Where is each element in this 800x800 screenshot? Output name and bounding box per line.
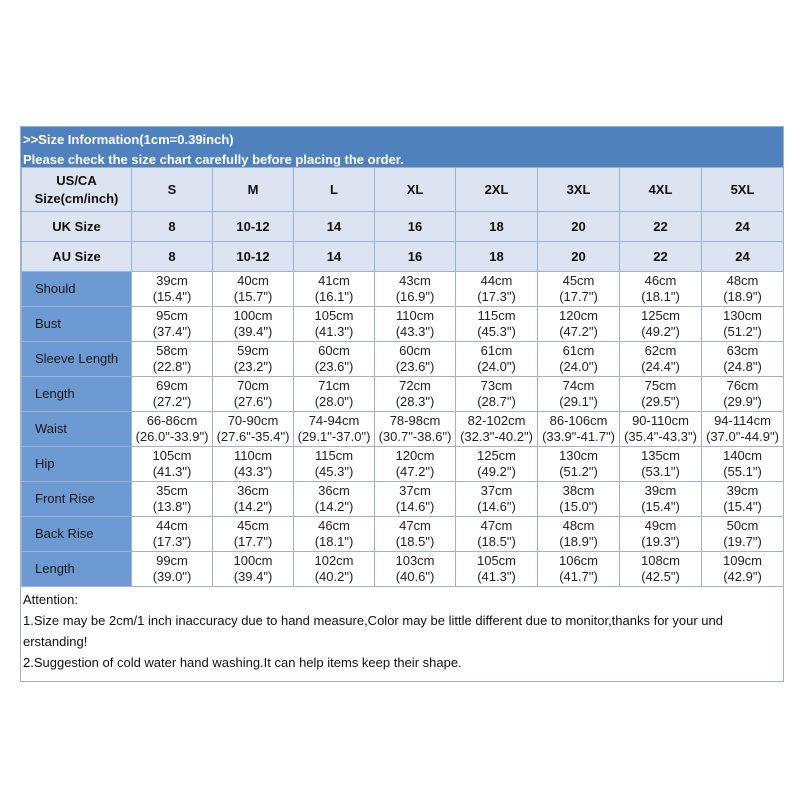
measurement-cell	[538, 272, 620, 307]
measurement-cell	[456, 342, 538, 377]
cm-value: 66-86cm	[146, 413, 198, 428]
inch-value: (15.4")	[152, 289, 192, 304]
cm-value: 36cm	[237, 483, 269, 498]
cm-value: 74-94cm	[308, 413, 360, 428]
inch-value: (29.1")	[559, 394, 598, 409]
au-size-label: AU Size	[22, 242, 132, 272]
inch-value: (29.5")	[641, 394, 680, 409]
inch-value: (42.5")	[641, 569, 680, 584]
inch-value: (29.1"-37.0")	[297, 429, 371, 444]
cm-value: 110cm	[233, 448, 273, 463]
corner-line-1: US/CA	[56, 172, 97, 188]
measurement-cell	[294, 272, 375, 307]
cm-value: 46cm	[644, 273, 677, 288]
inch-value: (24.0")	[559, 359, 598, 374]
measurement-row	[22, 517, 784, 552]
note-line-1a: 1.Size may be 2cm/1 inch inaccuracy due to hand measure,Color may be little different due to monitor,thanks for your und	[23, 613, 723, 628]
inch-value: (49.2")	[477, 464, 516, 479]
size-info-banner	[21, 127, 783, 167]
measurement-cell	[538, 342, 620, 377]
inch-value: (18.5")	[395, 534, 435, 549]
measurement-cell	[456, 552, 538, 587]
measurement-cell	[375, 447, 456, 482]
measurement-cell	[294, 447, 375, 482]
uk-size-cell: 20	[538, 212, 620, 242]
inch-value: (45.3")	[477, 324, 516, 339]
measurement-cell	[538, 307, 620, 342]
inch-value: (18.1")	[314, 534, 354, 549]
inch-value: (43.3")	[395, 324, 435, 339]
cm-value: 78-98cm	[389, 413, 441, 428]
au-size-cell: 8	[132, 242, 213, 272]
size-header-cell: L	[294, 168, 375, 212]
inch-value: (37.0"-44.9")	[706, 429, 779, 444]
au-size-row	[22, 242, 784, 272]
cm-value: 135cm	[640, 448, 681, 463]
measurement-cell	[538, 447, 620, 482]
cm-value: 73cm	[480, 378, 513, 393]
measurement-row	[22, 552, 784, 587]
cm-value: 125cm	[640, 308, 681, 323]
cm-value: 60cm	[399, 343, 431, 358]
inch-value: (28.0")	[314, 394, 354, 409]
measurement-cell	[620, 342, 702, 377]
cm-value: 39cm	[156, 273, 188, 288]
cm-value: 63cm	[726, 343, 759, 358]
size-header-cell: S	[132, 168, 213, 212]
cm-value: 103cm	[395, 553, 435, 568]
measurement-cell	[213, 447, 294, 482]
measurement-cell	[456, 447, 538, 482]
inch-value: (24.8")	[723, 359, 762, 374]
measurement-label: Should	[22, 272, 132, 307]
inch-value: (28.3")	[395, 394, 435, 409]
cm-value: 105cm	[314, 308, 354, 323]
measurement-cell	[702, 412, 784, 447]
cm-value: 120cm	[558, 308, 599, 323]
note-line-1b: erstanding!	[23, 634, 88, 649]
inch-value: (18.1")	[641, 289, 680, 304]
measurement-cell	[620, 482, 702, 517]
inch-value: (17.3")	[152, 534, 192, 549]
inch-value: (14.2")	[233, 499, 273, 514]
cm-value: 49cm	[644, 518, 677, 533]
cm-value: 45cm	[237, 518, 269, 533]
measurement-cell	[213, 482, 294, 517]
inch-value: (35.4"-43.3")	[624, 429, 697, 444]
cm-value: 48cm	[562, 518, 595, 533]
cm-value: 130cm	[722, 308, 763, 323]
uk-size-cell: 24	[702, 212, 784, 242]
measurement-cell	[538, 377, 620, 412]
banner-subtitle: Please check the size chart carefully before placing the order.	[23, 152, 404, 167]
cm-value: 105cm	[476, 553, 517, 568]
inch-value: (40.2")	[314, 569, 354, 584]
cm-value: 59cm	[237, 343, 269, 358]
cm-value: 76cm	[726, 378, 759, 393]
inch-value: (47.2")	[559, 324, 598, 339]
cm-value: 102cm	[314, 553, 354, 568]
cm-value: 86-106cm	[549, 413, 608, 428]
cm-value: 48cm	[726, 273, 759, 288]
measurement-cell	[294, 377, 375, 412]
cm-value: 70-90cm	[227, 413, 279, 428]
measurement-cell	[538, 517, 620, 552]
au-size-cell: 16	[375, 242, 456, 272]
measurement-cell	[132, 377, 213, 412]
measurement-cell	[620, 447, 702, 482]
measurement-cell	[132, 412, 213, 447]
cm-value: 44cm	[156, 518, 188, 533]
measurement-cell	[456, 377, 538, 412]
inch-value: (39.4")	[233, 324, 273, 339]
measurement-label: Bust	[22, 307, 132, 342]
measurement-cell	[132, 447, 213, 482]
measurement-row	[22, 307, 784, 342]
inch-value: (47.2")	[395, 464, 435, 479]
measurement-cell	[132, 517, 213, 552]
measurement-cell	[213, 272, 294, 307]
measurement-cell	[375, 272, 456, 307]
cm-value: 106cm	[558, 553, 599, 568]
measurement-cell	[213, 552, 294, 587]
inch-value: (24.0")	[477, 359, 516, 374]
inch-value: (16.1")	[314, 289, 354, 304]
cm-value: 50cm	[726, 518, 759, 533]
au-size-cell: 20	[538, 242, 620, 272]
cm-value: 108cm	[640, 553, 681, 568]
measurement-cell	[294, 412, 375, 447]
size-header-cell: 2XL	[456, 168, 538, 212]
inch-value: (14.6")	[395, 499, 435, 514]
cm-value: 61cm	[480, 343, 513, 358]
measurement-cell	[132, 342, 213, 377]
cm-value: 39cm	[726, 483, 759, 498]
cm-value: 82-102cm	[467, 413, 526, 428]
inch-value: (19.3")	[641, 534, 680, 549]
inch-value: (18.5")	[477, 534, 516, 549]
inch-value: (14.6")	[477, 499, 516, 514]
cm-value: 61cm	[562, 343, 595, 358]
measurement-row	[22, 377, 784, 412]
note-line-2: 2.Suggestion of cold water hand washing.It can help items keep their shape.	[23, 655, 462, 670]
cm-value: 41cm	[318, 273, 350, 288]
inch-value: (43.3")	[233, 464, 273, 479]
uk-size-cell: 22	[620, 212, 702, 242]
measurement-cell	[456, 482, 538, 517]
measurement-cell	[213, 342, 294, 377]
cm-value: 45cm	[562, 273, 595, 288]
measurement-cell	[620, 272, 702, 307]
measurement-cell	[702, 482, 784, 517]
measurement-cell	[375, 412, 456, 447]
measurement-row	[22, 447, 784, 482]
measurement-cell	[132, 272, 213, 307]
inch-value: (28.7")	[477, 394, 516, 409]
inch-value: (15.4")	[641, 499, 680, 514]
cm-value: 74cm	[562, 378, 595, 393]
cm-value: 75cm	[644, 378, 677, 393]
size-header-cell: M	[213, 168, 294, 212]
inch-value: (18.9")	[559, 534, 598, 549]
uk-size-row	[22, 212, 784, 242]
size-header-cell: 4XL	[620, 168, 702, 212]
measurement-cell	[456, 412, 538, 447]
cm-value: 90-110cm	[632, 413, 689, 428]
measurement-cell	[620, 412, 702, 447]
measurement-row	[22, 342, 784, 377]
measurement-cell	[294, 307, 375, 342]
measurement-cell	[538, 412, 620, 447]
attention-notes	[21, 587, 783, 681]
inch-value: (19.7")	[723, 534, 762, 549]
au-size-cell: 22	[620, 242, 702, 272]
inch-value: (39.4")	[233, 569, 273, 584]
inch-value: (14.2")	[314, 499, 354, 514]
cm-value: 37cm	[480, 483, 513, 498]
inch-value: (13.8")	[152, 499, 192, 514]
measurement-label: Waist	[22, 412, 132, 447]
inch-value: (32.3"-40.2")	[460, 429, 533, 444]
measurement-label: Front Rise	[22, 482, 132, 517]
cm-value: 120cm	[395, 448, 435, 463]
cm-value: 100cm	[233, 553, 273, 568]
au-size-cell: 24	[702, 242, 784, 272]
measurement-label: Sleeve Length	[22, 342, 132, 377]
size-chart	[20, 126, 784, 682]
cm-value: 60cm	[318, 343, 350, 358]
measurement-cell	[620, 377, 702, 412]
cm-value: 115cm	[314, 448, 354, 463]
uk-size-cell: 14	[294, 212, 375, 242]
uk-size-label: UK Size	[22, 212, 132, 242]
au-size-cell: 14	[294, 242, 375, 272]
cm-value: 58cm	[156, 343, 188, 358]
inch-value: (39.0")	[152, 569, 192, 584]
inch-value: (53.1")	[641, 464, 680, 479]
inch-value: (27.6")	[233, 394, 273, 409]
cm-value: 43cm	[399, 273, 431, 288]
measurement-row	[22, 482, 784, 517]
inch-value: (37.4")	[152, 324, 192, 339]
measurement-cell	[620, 517, 702, 552]
measurement-cell	[538, 552, 620, 587]
measurement-label: Back Rise	[22, 517, 132, 552]
cm-value: 44cm	[480, 273, 513, 288]
cm-value: 62cm	[644, 343, 677, 358]
inch-value: (15.7")	[233, 289, 273, 304]
uk-size-cell: 18	[456, 212, 538, 242]
cm-value: 37cm	[399, 483, 431, 498]
measurement-cell	[375, 517, 456, 552]
cm-value: 94-114cm	[714, 413, 771, 428]
cm-value: 140cm	[722, 448, 763, 463]
inch-value: (29.9")	[723, 394, 762, 409]
inch-value: (17.7")	[233, 534, 273, 549]
size-header-cell: XL	[375, 168, 456, 212]
measurement-cell	[375, 482, 456, 517]
measurement-cell	[213, 377, 294, 412]
au-size-cell: 10-12	[213, 242, 294, 272]
measurement-cell	[213, 517, 294, 552]
measurement-cell	[213, 307, 294, 342]
inch-value: (23.6")	[314, 359, 354, 374]
cm-value: 99cm	[156, 553, 188, 568]
measurement-cell	[213, 412, 294, 447]
inch-value: (41.3")	[152, 464, 192, 479]
attention-heading: Attention:	[23, 592, 78, 607]
measurement-cell	[702, 307, 784, 342]
measurement-cell	[132, 552, 213, 587]
inch-value: (24.4")	[641, 359, 680, 374]
measurement-cell	[702, 447, 784, 482]
measurement-cell	[375, 307, 456, 342]
cm-value: 125cm	[476, 448, 517, 463]
cm-value: 40cm	[237, 273, 269, 288]
cm-value: 36cm	[318, 483, 350, 498]
cm-value: 46cm	[318, 518, 350, 533]
cm-value: 110cm	[395, 308, 435, 323]
cm-value: 100cm	[233, 308, 273, 323]
measurement-row	[22, 272, 784, 307]
uk-size-cell: 16	[375, 212, 456, 242]
inch-value: (49.2")	[641, 324, 680, 339]
inch-value: (23.2")	[233, 359, 273, 374]
inch-value: (41.3")	[477, 569, 516, 584]
cm-value: 69cm	[156, 378, 188, 393]
inch-value: (45.3")	[314, 464, 354, 479]
inch-value: (17.7")	[559, 289, 598, 304]
cm-value: 39cm	[644, 483, 677, 498]
cm-value: 109cm	[722, 553, 763, 568]
measurement-cell	[456, 517, 538, 552]
cm-value: 47cm	[399, 518, 431, 533]
cm-value: 105cm	[152, 448, 192, 463]
inch-value: (22.8")	[152, 359, 192, 374]
measurement-cell	[132, 307, 213, 342]
cm-value: 72cm	[399, 378, 431, 393]
uk-size-cell: 8	[132, 212, 213, 242]
inch-value: (15.4")	[723, 499, 762, 514]
measurement-cell	[294, 552, 375, 587]
au-size-cell: 18	[456, 242, 538, 272]
inch-value: (33.9"-41.7")	[542, 429, 615, 444]
inch-value: (51.2")	[559, 464, 598, 479]
inch-value: (55.1")	[723, 464, 762, 479]
measurement-row	[22, 412, 784, 447]
inch-value: (41.3")	[314, 324, 354, 339]
inch-value: (51.2")	[723, 324, 762, 339]
measurement-cell	[620, 552, 702, 587]
inch-value: (41.7")	[559, 569, 598, 584]
inch-value: (23.6")	[395, 359, 435, 374]
inch-value: (18.9")	[723, 289, 762, 304]
cm-value: 38cm	[562, 483, 595, 498]
inch-value: (26.0"-33.9")	[135, 429, 209, 444]
measurement-cell	[702, 552, 784, 587]
measurement-cell	[456, 272, 538, 307]
measurement-cell	[702, 342, 784, 377]
banner-title: >>Size Information(1cm=0.39inch)	[23, 132, 234, 147]
measurement-label: Length	[22, 377, 132, 412]
corner-line-2: Size(cm/inch)	[34, 190, 119, 206]
size-header-cell: 3XL	[538, 168, 620, 212]
cm-value: 47cm	[480, 518, 513, 533]
inch-value: (17.3")	[477, 289, 516, 304]
size-table	[21, 167, 784, 587]
size-header-row	[22, 168, 784, 212]
measurement-cell	[294, 482, 375, 517]
inch-value: (27.6"-35.4")	[216, 429, 290, 444]
cm-value: 130cm	[558, 448, 599, 463]
cm-value: 115cm	[477, 308, 516, 323]
measurement-cell	[702, 272, 784, 307]
measurement-cell	[702, 517, 784, 552]
measurement-cell	[294, 517, 375, 552]
measurement-cell	[375, 342, 456, 377]
size-header-cell: 5XL	[702, 168, 784, 212]
cm-value: 95cm	[156, 308, 188, 323]
measurement-cell	[132, 482, 213, 517]
measurement-cell	[375, 377, 456, 412]
inch-value: (27.2")	[152, 394, 192, 409]
corner-header-cell	[22, 168, 132, 212]
inch-value: (40.6")	[395, 569, 435, 584]
inch-value: (15.0")	[559, 499, 598, 514]
inch-value: (30.7"-38.6")	[378, 429, 452, 444]
measurement-cell	[620, 307, 702, 342]
measurement-cell	[702, 377, 784, 412]
inch-value: (42.9")	[723, 569, 762, 584]
cm-value: 35cm	[156, 483, 188, 498]
measurement-label: Hip	[22, 447, 132, 482]
inch-value: (16.9")	[395, 289, 435, 304]
cm-value: 70cm	[237, 378, 269, 393]
measurement-cell	[456, 307, 538, 342]
measurement-label: Length	[22, 552, 132, 587]
measurement-cell	[294, 342, 375, 377]
measurement-cell	[538, 482, 620, 517]
uk-size-cell: 10-12	[213, 212, 294, 242]
measurement-cell	[375, 552, 456, 587]
cm-value: 71cm	[318, 378, 350, 393]
